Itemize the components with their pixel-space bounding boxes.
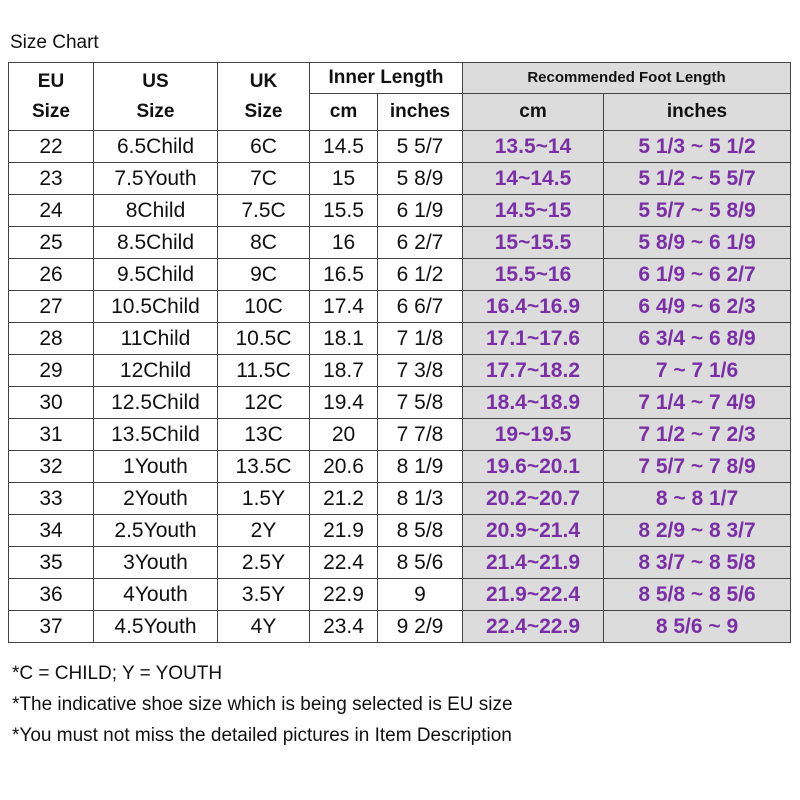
header-recommended-cm: cm	[463, 94, 604, 131]
cell-inner-inches: 7 7/8	[378, 419, 463, 451]
cell-recommended-inches: 8 3/7 ~ 8 5/8	[604, 547, 791, 579]
table-row	[9, 515, 791, 547]
cell-inner-cm: 17.4	[310, 291, 378, 323]
cell-inner-cm: 16.5	[310, 259, 378, 291]
table-row	[9, 547, 791, 579]
cell-uk: 1.5Y	[218, 483, 310, 515]
cell-inner-cm: 21.2	[310, 483, 378, 515]
cell-uk: 6C	[218, 131, 310, 163]
cell-recommended-cm: 16.4~16.9	[463, 291, 604, 323]
cell-eu: 26	[9, 259, 94, 291]
cell-recommended-cm: 13.5~14	[463, 131, 604, 163]
cell-inner-inches: 6 6/7	[378, 291, 463, 323]
cell-eu: 24	[9, 195, 94, 227]
table-row	[9, 387, 791, 419]
cell-eu: 28	[9, 323, 94, 355]
table-row	[9, 259, 791, 291]
cell-eu: 32	[9, 451, 94, 483]
cell-uk: 13.5C	[218, 451, 310, 483]
cell-us: 8.5Child	[94, 227, 218, 259]
cell-uk: 10.5C	[218, 323, 310, 355]
cell-us: 12Child	[94, 355, 218, 387]
cell-eu: 37	[9, 611, 94, 643]
notes	[12, 658, 513, 751]
header-uk-size-label: Size	[244, 100, 283, 122]
cell-recommended-cm: 21.9~22.4	[463, 579, 604, 611]
cell-recommended-inches: 6 3/4 ~ 6 8/9	[604, 323, 791, 355]
cell-recommended-inches: 5 1/2 ~ 5 5/7	[604, 163, 791, 195]
cell-inner-inches: 7 3/8	[378, 355, 463, 387]
table-row	[9, 483, 791, 515]
note-abbreviations: *C = CHILD; Y = YOUTH	[12, 663, 223, 684]
cell-us: 6.5Child	[94, 131, 218, 163]
cell-uk: 13C	[218, 419, 310, 451]
cell-uk: 4Y	[218, 611, 310, 643]
cell-inner-cm: 14.5	[310, 131, 378, 163]
header-eu-size-label: Size	[31, 100, 71, 122]
table-row	[9, 355, 791, 387]
cell-us: 8Child	[94, 195, 218, 227]
note-item-description: *You must not miss the detailed pictures in Item Description	[12, 725, 512, 746]
cell-eu: 30	[9, 387, 94, 419]
header-eu-size	[9, 63, 94, 131]
cell-recommended-inches: 7 1/2 ~ 7 2/3	[604, 419, 791, 451]
cell-eu: 27	[9, 291, 94, 323]
cell-recommended-cm: 21.4~21.9	[463, 547, 604, 579]
cell-us: 9.5Child	[94, 259, 218, 291]
cell-eu: 35	[9, 547, 94, 579]
page-title: Size Chart	[10, 32, 99, 53]
cell-eu: 34	[9, 515, 94, 547]
cell-uk: 2.5Y	[218, 547, 310, 579]
cell-recommended-inches: 5 8/9 ~ 6 1/9	[604, 227, 791, 259]
cell-recommended-inches: 8 5/6 ~ 9	[604, 611, 791, 643]
cell-us: 3Youth	[94, 547, 218, 579]
header-inner-length: Inner Length	[310, 63, 463, 94]
cell-inner-cm: 15.5	[310, 195, 378, 227]
cell-recommended-cm: 14~14.5	[463, 163, 604, 195]
cell-eu: 25	[9, 227, 94, 259]
cell-inner-cm: 15	[310, 163, 378, 195]
cell-inner-inches: 5 8/9	[378, 163, 463, 195]
cell-eu: 33	[9, 483, 94, 515]
cell-us: 12.5Child	[94, 387, 218, 419]
cell-us: 1Youth	[94, 451, 218, 483]
cell-inner-cm: 20	[310, 419, 378, 451]
cell-recommended-cm: 15.5~16	[463, 259, 604, 291]
cell-us: 4Youth	[94, 579, 218, 611]
cell-recommended-cm: 14.5~15	[463, 195, 604, 227]
cell-recommended-inches: 7 5/7 ~ 7 8/9	[604, 451, 791, 483]
table-row	[9, 131, 791, 163]
cell-recommended-inches: 6 1/9 ~ 6 2/7	[604, 259, 791, 291]
cell-uk: 8C	[218, 227, 310, 259]
table-row	[9, 195, 791, 227]
cell-inner-cm: 19.4	[310, 387, 378, 419]
cell-uk: 7C	[218, 163, 310, 195]
header-eu-label: EU	[37, 70, 65, 92]
cell-recommended-inches: 8 5/8 ~ 8 5/6	[604, 579, 791, 611]
cell-recommended-cm: 15~15.5	[463, 227, 604, 259]
note-eu-size: *The indicative shoe size which is being selected is EU size	[12, 694, 513, 715]
size-chart-body	[9, 131, 791, 643]
header-us-label: US	[142, 70, 169, 92]
cell-uk: 12C	[218, 387, 310, 419]
cell-inner-cm: 22.9	[310, 579, 378, 611]
cell-inner-inches: 9	[378, 579, 463, 611]
cell-eu: 23	[9, 163, 94, 195]
cell-inner-inches: 6 1/9	[378, 195, 463, 227]
cell-inner-inches: 5 5/7	[378, 131, 463, 163]
cell-uk: 9C	[218, 259, 310, 291]
header-inner-inches: inches	[378, 94, 463, 131]
cell-recommended-inches: 8 ~ 8 1/7	[604, 483, 791, 515]
cell-uk: 3.5Y	[218, 579, 310, 611]
cell-inner-cm: 20.6	[310, 451, 378, 483]
header-inner-cm: cm	[310, 94, 378, 131]
header-recommended-foot-length: Recommended Foot Length	[463, 63, 791, 94]
cell-recommended-inches: 5 5/7 ~ 5 8/9	[604, 195, 791, 227]
cell-recommended-cm: 20.2~20.7	[463, 483, 604, 515]
cell-inner-cm: 22.4	[310, 547, 378, 579]
header-uk-size	[218, 63, 310, 131]
cell-us: 2.5Youth	[94, 515, 218, 547]
table-row	[9, 291, 791, 323]
cell-inner-inches: 8 5/6	[378, 547, 463, 579]
cell-us: 13.5Child	[94, 419, 218, 451]
cell-recommended-inches: 7 1/4 ~ 7 4/9	[604, 387, 791, 419]
cell-inner-inches: 7 1/8	[378, 323, 463, 355]
cell-recommended-cm: 19.6~20.1	[463, 451, 604, 483]
header-recommended-inches: inches	[604, 94, 791, 131]
cell-us: 4.5Youth	[94, 611, 218, 643]
cell-eu: 31	[9, 419, 94, 451]
table-row	[9, 451, 791, 483]
table-row	[9, 611, 791, 643]
cell-us: 2Youth	[94, 483, 218, 515]
cell-recommended-inches: 6 4/9 ~ 6 2/3	[604, 291, 791, 323]
size-chart-table	[8, 62, 791, 643]
cell-recommended-cm: 20.9~21.4	[463, 515, 604, 547]
cell-uk: 11.5C	[218, 355, 310, 387]
header-uk-label: UK	[249, 70, 278, 92]
cell-inner-inches: 8 1/9	[378, 451, 463, 483]
cell-us: 7.5Youth	[94, 163, 218, 195]
cell-eu: 22	[9, 131, 94, 163]
cell-recommended-cm: 18.4~18.9	[463, 387, 604, 419]
table-row	[9, 227, 791, 259]
cell-recommended-cm: 17.7~18.2	[463, 355, 604, 387]
cell-inner-inches: 6 1/2	[378, 259, 463, 291]
cell-recommended-inches: 7 ~ 7 1/6	[604, 355, 791, 387]
cell-inner-cm: 23.4	[310, 611, 378, 643]
cell-uk: 7.5C	[218, 195, 310, 227]
cell-eu: 36	[9, 579, 94, 611]
table-row	[9, 419, 791, 451]
cell-recommended-inches: 5 1/3 ~ 5 1/2	[604, 131, 791, 163]
cell-uk: 2Y	[218, 515, 310, 547]
cell-recommended-cm: 19~19.5	[463, 419, 604, 451]
cell-us: 11Child	[94, 323, 218, 355]
cell-eu: 29	[9, 355, 94, 387]
cell-us: 10.5Child	[94, 291, 218, 323]
cell-inner-inches: 6 2/7	[378, 227, 463, 259]
cell-inner-cm: 18.1	[310, 323, 378, 355]
header-us-size	[94, 63, 218, 131]
cell-inner-inches: 7 5/8	[378, 387, 463, 419]
table-row	[9, 323, 791, 355]
cell-inner-inches: 9 2/9	[378, 611, 463, 643]
cell-recommended-inches: 8 2/9 ~ 8 3/7	[604, 515, 791, 547]
cell-inner-cm: 21.9	[310, 515, 378, 547]
cell-inner-cm: 18.7	[310, 355, 378, 387]
cell-inner-inches: 8 5/8	[378, 515, 463, 547]
cell-recommended-cm: 22.4~22.9	[463, 611, 604, 643]
cell-inner-inches: 8 1/3	[378, 483, 463, 515]
cell-uk: 10C	[218, 291, 310, 323]
cell-inner-cm: 16	[310, 227, 378, 259]
cell-recommended-cm: 17.1~17.6	[463, 323, 604, 355]
table-row	[9, 163, 791, 195]
table-row	[9, 579, 791, 611]
header-us-size-label: Size	[136, 100, 175, 122]
